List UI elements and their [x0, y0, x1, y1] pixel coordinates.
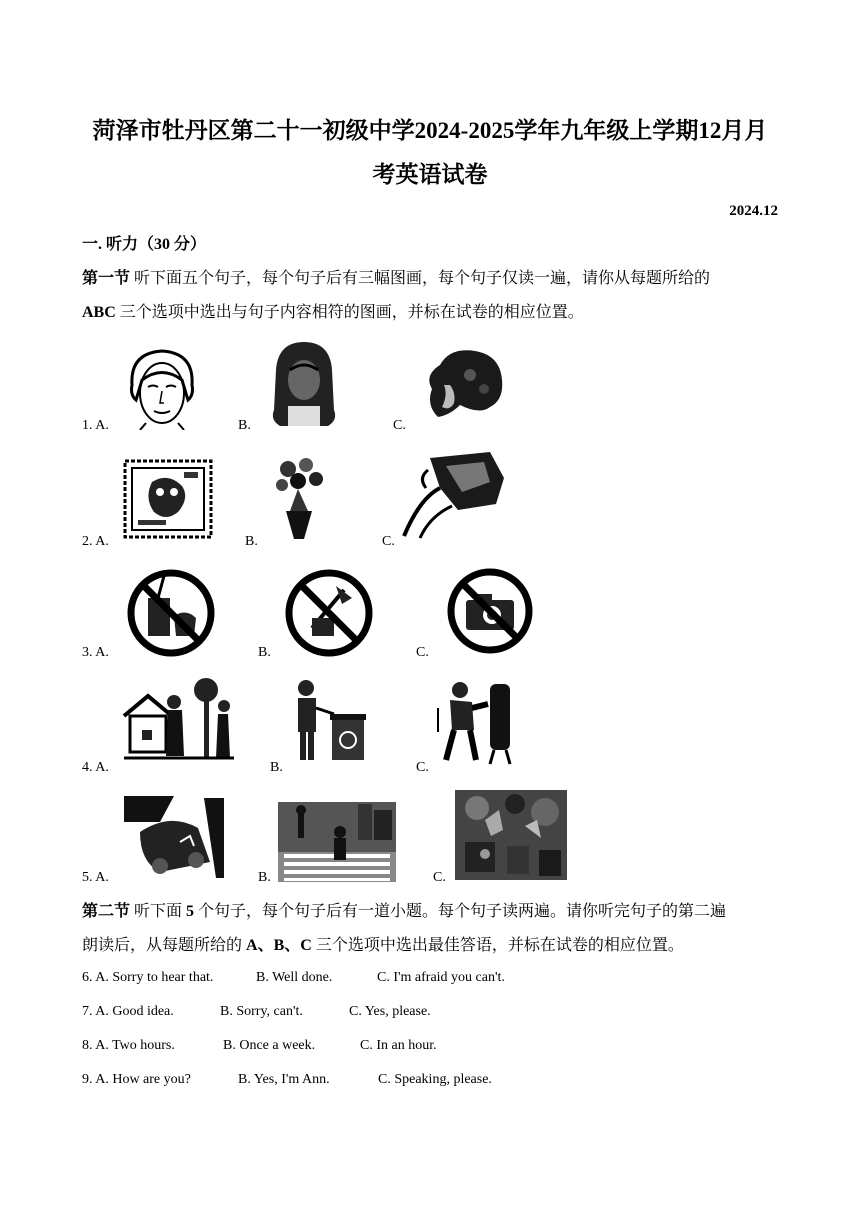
curly-hair-icon [420, 345, 505, 425]
q6-option-c: C. I'm afraid you can't. [377, 970, 505, 985]
q1-label-b: B. [238, 418, 251, 433]
stamp-icon [122, 458, 214, 540]
q8-option-c: C. In an hour. [360, 1038, 437, 1053]
q4-label-b: B. [270, 760, 283, 775]
part1-title: 第一节 [82, 270, 131, 287]
part2-instructions [82, 895, 782, 929]
q2-label-c: C. [382, 534, 395, 549]
part2-text-d: 三个选项中选出最佳答语，并标在试卷的相应位置。 [311, 937, 684, 954]
q5-label-a: 5. A. [82, 870, 109, 885]
q7-option-b: B. Sorry, can't. [220, 1004, 303, 1019]
car-accident-icon [120, 792, 228, 878]
part2-options: A、B、C [246, 937, 312, 954]
page-title-line1: 菏泽市牡丹区第二十一初级中学2024-2025学年九年级上学期12月月 [92, 118, 768, 143]
crosswalk-icon [278, 802, 396, 882]
q5-label-c: C. [433, 870, 446, 885]
part1-instructions-line2 [82, 296, 782, 330]
planting-trees-icon [122, 676, 236, 762]
q6-option-b: B. Well done. [256, 970, 333, 985]
scarf-icon [400, 448, 508, 540]
q9-option-a: 9. A. How are you? [82, 1072, 191, 1087]
part2-title: 第二节 [82, 903, 131, 920]
q3-label-b: B. [258, 645, 271, 660]
part2-instructions-line2 [82, 929, 782, 963]
no-umbrella-icon [282, 568, 376, 658]
part2-text-b: 个句子，每个句子后有一道小题。每个句子读两遍。请你听完句子的第二遍 [194, 903, 727, 920]
part2-text-a: 听下面 [130, 903, 187, 920]
section-heading: 一. 听力（30 分） [82, 236, 207, 253]
exam-date: 2024.12 [729, 203, 778, 219]
part1-text-line2: 三个选项中选出与句子内容相符的图画，并标在试卷的相应位置。 [115, 304, 584, 321]
q2-label-a: 2. A. [82, 534, 109, 549]
q3-label-c: C. [416, 645, 429, 660]
boxing-icon [436, 680, 522, 766]
q7-option-c: C. Yes, please. [349, 1004, 431, 1019]
flower-bouquet-icon [268, 455, 330, 539]
q8-option-b: B. Once a week. [223, 1038, 316, 1053]
forest-scene-icon [455, 790, 567, 880]
q1-label-a: 1. A. [82, 418, 109, 433]
q5-label-b: B. [258, 870, 271, 885]
part2-count: 5 [186, 903, 195, 920]
q2-label-b: B. [245, 534, 258, 549]
woman-face-icon [122, 345, 202, 430]
q4-label-c: C. [416, 760, 429, 775]
q8-option-a: 8. A. Two hours. [82, 1038, 175, 1053]
q7-option-a: 7. A. Good idea. [82, 1004, 174, 1019]
q4-label-a: 4. A. [82, 760, 109, 775]
part1-instructions [82, 262, 782, 296]
q6-option-a: 6. A. Sorry to hear that. [82, 970, 214, 985]
no-food-drink-icon [124, 568, 218, 658]
q1-label-c: C. [393, 418, 406, 433]
part1-abc: ABC [82, 304, 116, 321]
q9-option-c: C. Speaking, please. [378, 1072, 492, 1087]
page-title-line2: 考英语试卷 [372, 162, 488, 187]
part1-text-line1: 听下面五个句子，每个句子后有三幅图画，每个句子仅读一遍，请你从每题所给的 [130, 270, 711, 287]
girl-long-hair-icon [268, 340, 340, 428]
recycling-icon [290, 678, 368, 764]
no-camera-icon [442, 568, 538, 654]
q9-option-b: B. Yes, I'm Ann. [238, 1072, 330, 1087]
q3-label-a: 3. A. [82, 645, 109, 660]
part2-text-c: 朗读后，从每题所给的 [82, 937, 247, 954]
